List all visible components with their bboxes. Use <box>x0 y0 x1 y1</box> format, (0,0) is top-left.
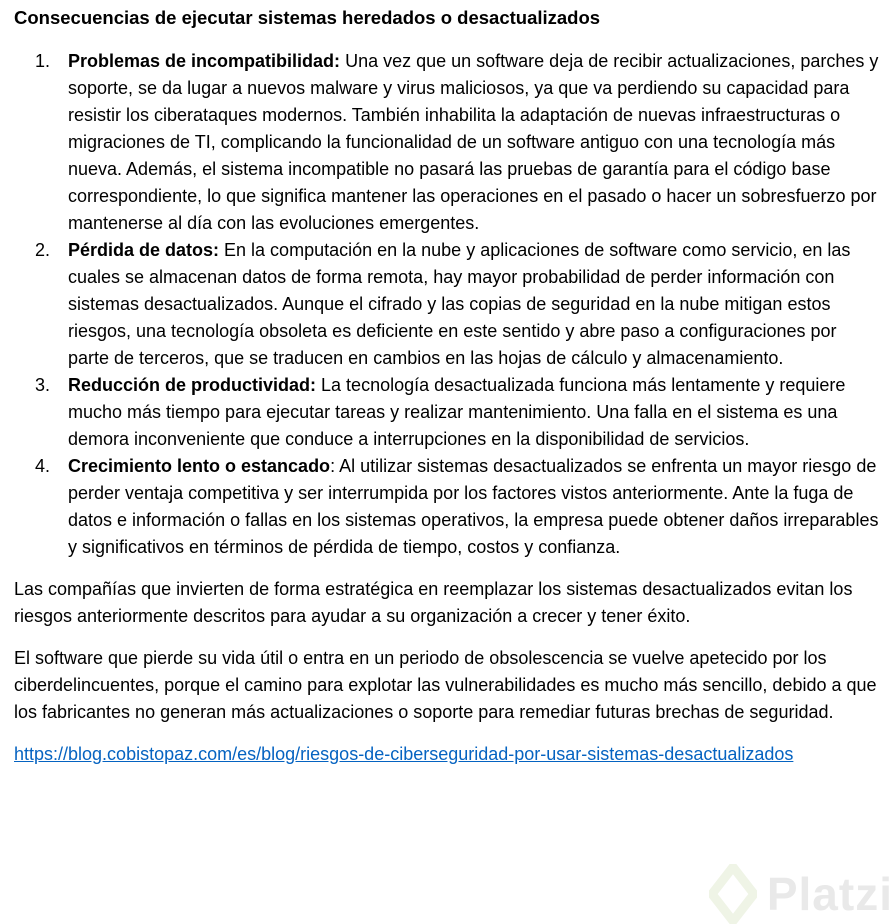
list-item <box>35 453 879 561</box>
list-item-lead: Reducción de productividad: <box>68 375 317 395</box>
list-item-text: : Al utilizar sistemas desactualizados se enfrenta un mayor riesgo de perder ventaja competitiva y ser interrumpida por los factores vistos anteriormente. Ante la fuga de datos e información o fallas en los sistemas operativos, la empresa puede obtener daños irreparables y significativos en términos de pérdida de tiempo, costos y confianza. <box>68 456 879 557</box>
list-item-number: 2. <box>35 240 51 260</box>
source-link[interactable]: https://blog.cobistopaz.com/es/blog/riesgos-de-ciberseguridad-por-usar-sistemas-desactualizados <box>14 744 794 764</box>
consequences-list <box>14 48 879 561</box>
platzi-watermark <box>709 864 893 924</box>
source-link-block <box>14 741 879 768</box>
list-item-lead: Problemas de incompatibilidad: <box>68 51 341 71</box>
list-item-lead: Crecimiento lento o estancado <box>68 456 331 476</box>
list-item-number: 4. <box>35 456 51 476</box>
paragraph-companies: Las compañías que invierten de forma estratégica en reemplazar los sistemas desactualizados evitan los riesgos anteriormente descritos para ayudar a su organización a crecer y tener éxito. <box>14 579 853 626</box>
paragraph-software-eol: El software que pierde su vida útil o entra en un periodo de obsolescencia se vuelve apetecido por los ciberdelincuentes, porque el camino para explotar las vulnerabilidades es mucho más sencillo, debido a que los fabricantes no generan más actualizaciones o soporte para remediar futuras brechas de seguridad. <box>14 648 877 722</box>
list-item-lead: Pérdida de datos: <box>68 240 220 260</box>
list-item-text: La tecnología desactualizada funciona más lentamente y requiere mucho más tiempo para ejecutar tareas y realizar mantenimiento. Una falla en el sistema es una demora inconveniente que conduce a interrupciones en la disponibilidad de servicios. <box>68 375 846 449</box>
list-item-number: 3. <box>35 375 51 395</box>
list-item-number: 1. <box>35 51 51 71</box>
list-item <box>35 372 879 453</box>
platzi-watermark-label: Platzi <box>766 868 893 920</box>
document-title: Consecuencias de ejecutar sistemas heredados o desactualizados <box>14 7 601 28</box>
list-item <box>35 48 879 237</box>
platzi-logo-icon <box>709 864 757 924</box>
list-item <box>35 237 879 372</box>
list-item-text: En la computación en la nube y aplicaciones de software como servicio, en las cuales se almacenan datos de forma remota, hay mayor probabilidad de perder información con sistemas desactualizados. Aunque el cifrado y las copias de seguridad en la nube mitigan estos riesgos, una tecnología obsoleta es deficiente en este sentido y abre paso a configuraciones por parte de terceros, que se traducen en cambios en las hojas de cálculo y almacenamiento. <box>68 240 851 368</box>
list-item-text: Una vez que un software deja de recibir actualizaciones, parches y soporte, se da lugar a nuevos malware y virus maliciosos, ya que va perdiendo su capacidad para resistir los ciberataques modernos. También inhabilita la adaptación de nuevas infraestructuras o migraciones de TI, complicando la funcionalidad de un software antiguo con una tecnología más nueva. Además, el sistema incompatible no pasará las pruebas de garantía para el código base correspondiente, lo que significa mantener las operaciones en el pasado o hacer un sobresfuerzo por mantenerse al día con las evoluciones emergentes. <box>68 51 879 233</box>
